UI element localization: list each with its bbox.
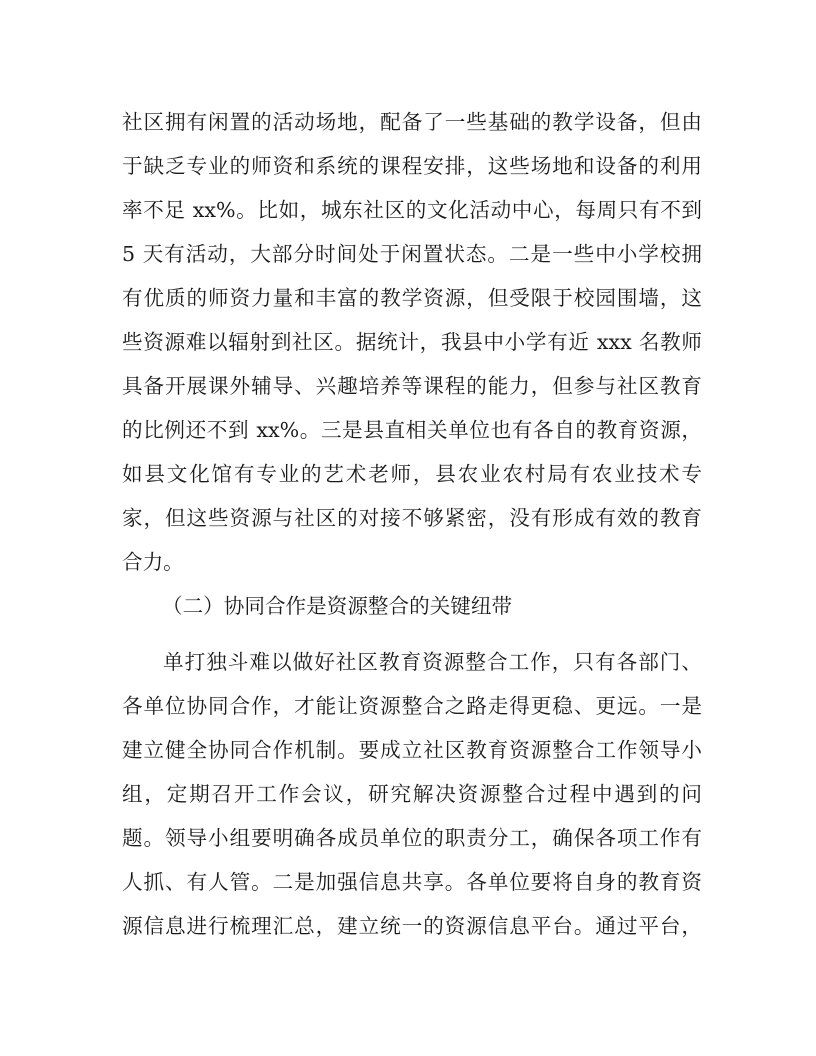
paragraph-2-line-2: 各单位协同合作，才能让资源整合之路走得更稳、更远。一是 bbox=[122, 694, 702, 718]
paragraph-2-line-5: 题。领导小组要明确各成员单位的职责分工，确保各项工作有 bbox=[122, 826, 702, 850]
paragraph-2-line-7: 源信息进行梳理汇总，建立统一的资源信息平台。通过平台， bbox=[122, 914, 702, 938]
paragraph-1-line-8: 的比例还不到 xx%。三是县直相关单位也有各自的教育资源， bbox=[122, 418, 702, 442]
paragraph-1-line-2: 于缺乏专业的师资和系统的课程安排，这些场地和设备的利用 bbox=[122, 154, 702, 178]
paragraph-1-line-9: 如县文化馆有专业的艺术老师，县农业农村局有农业技术专 bbox=[122, 462, 702, 486]
paragraph-2-line-6: 人抓、有人管。二是加强信息共享。各单位要将自身的教育资 bbox=[122, 870, 702, 894]
paragraph-1-line-11: 合力。 bbox=[122, 550, 184, 574]
paragraph-1-line-4: 5 天有活动，大部分时间处于闲置状态。二是一些中小学校拥 bbox=[122, 242, 702, 266]
section-heading: （二）协同合作是资源整合的关键纽带 bbox=[162, 594, 513, 618]
paragraph-1-line-10: 家，但这些资源与社区的对接不够紧密，没有形成有效的教育 bbox=[122, 506, 702, 530]
paragraph-2-line-4: 组，定期召开工作会议，研究解决资源整合过程中遇到的问 bbox=[122, 782, 702, 806]
paragraph-1-line-6: 些资源难以辐射到社区。据统计，我县中小学有近 xxx 名教师 bbox=[122, 330, 702, 354]
paragraph-1-line-7: 具备开展课外辅导、兴趣培养等课程的能力，但参与社区教育 bbox=[122, 374, 702, 398]
paragraph-1-line-3: 率不足 xx%。比如，城东社区的文化活动中心，每周只有不到 bbox=[122, 198, 702, 222]
paragraph-1-line-5: 有优质的师资力量和丰富的教学资源，但受限于校园围墙，这 bbox=[122, 286, 702, 310]
paragraph-1-line-1: 社区拥有闲置的活动场地，配备了一些基础的教学设备，但由 bbox=[122, 110, 702, 134]
paragraph-2-line-1: 单打独斗难以做好社区教育资源整合工作，只有各部门、 bbox=[163, 650, 702, 674]
paragraph-2-line-3: 建立健全协同合作机制。要成立社区教育资源整合工作领导小 bbox=[122, 738, 702, 762]
